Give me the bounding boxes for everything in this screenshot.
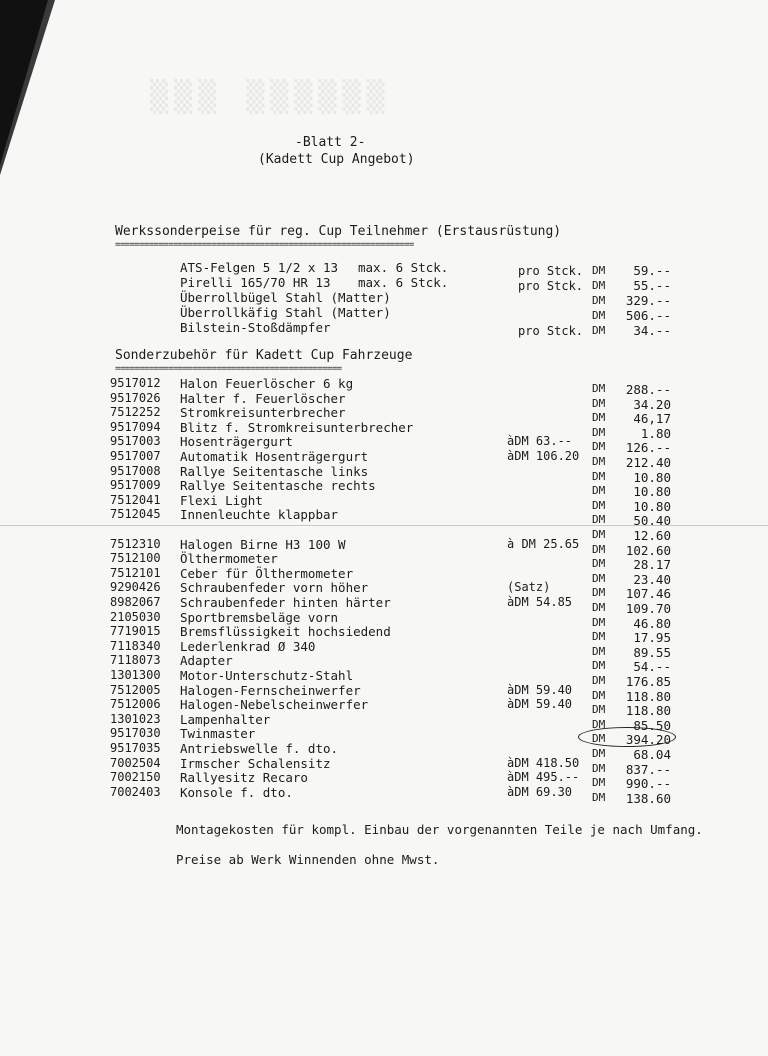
item-price: 46,17 xyxy=(633,411,671,427)
item-price: 12.60 xyxy=(633,528,671,543)
item-description: Innenleuchte klappbar xyxy=(180,507,339,523)
item-price: 329.-- xyxy=(625,293,671,308)
item-price: 138.60 xyxy=(625,790,671,806)
section2-row xyxy=(0,522,768,543)
folded-corner-shadow xyxy=(0,0,48,165)
article-number: 9290426 xyxy=(110,580,161,595)
currency-label: DM xyxy=(592,586,606,600)
item-price: 23.40 xyxy=(633,571,671,587)
article-number: 8982067 xyxy=(110,595,161,609)
footer-price-note: Preise ab Werk Winnenden ohne Mwst. xyxy=(176,852,440,867)
footer-installation-note: Montagekosten für kompl. Einbau der vorgenannten Teile je nach Umfang. xyxy=(176,822,703,837)
item-price: 17.95 xyxy=(633,630,671,646)
currency-label: DM xyxy=(592,294,606,307)
currency-label: DM xyxy=(592,425,606,439)
currency-label: DM xyxy=(592,761,606,775)
item-price: 109.70 xyxy=(625,601,671,616)
item-price: 118.80 xyxy=(625,703,671,719)
currency-label: DM xyxy=(592,484,606,498)
currency-label: DM xyxy=(592,411,606,425)
currency-label: DM xyxy=(592,528,606,541)
article-number: 9517008 xyxy=(110,463,161,478)
article-number: 7002150 xyxy=(110,770,161,785)
item-unit-price-note: (Satz) xyxy=(507,580,551,595)
item-description: Blitz f. Stromkreisunterbrecher xyxy=(180,419,414,435)
section2-row xyxy=(0,668,768,689)
item-unit-price-note: àDM 63.-- xyxy=(507,434,573,449)
article-number: 7512100 xyxy=(110,551,161,566)
item-unit-price-note: àDM 59.40 xyxy=(507,697,573,712)
section2-row xyxy=(0,507,768,529)
currency-label: DM xyxy=(592,542,606,556)
article-number: 7002504 xyxy=(110,755,161,770)
article-number: 7118340 xyxy=(110,638,161,653)
item-description: ATS-Felgen 5 1/2 x 13 xyxy=(180,260,339,275)
section1-row xyxy=(0,275,768,293)
item-description: Halter f. Feuerlöscher xyxy=(180,390,346,406)
article-number: 9517094 xyxy=(110,419,161,434)
item-unit-note: pro Stck. xyxy=(518,324,584,338)
article-number: 7512006 xyxy=(110,697,161,712)
currency-label: DM xyxy=(592,571,606,585)
currency-label: DM xyxy=(592,747,606,760)
item-price: 28.17 xyxy=(633,557,671,573)
item-price: 10.80 xyxy=(633,484,671,500)
item-price: 89.55 xyxy=(633,644,671,660)
item-price: 212.40 xyxy=(625,455,671,470)
currency-label: DM xyxy=(592,674,606,687)
article-number: 1301023 xyxy=(110,711,161,726)
item-price: 126.-- xyxy=(625,440,671,456)
item-price: 46.80 xyxy=(633,615,671,631)
currency-label: DM xyxy=(592,440,606,454)
section2-row xyxy=(0,390,768,412)
article-number: 9517030 xyxy=(110,726,161,741)
item-unit-price-note: àDM 418.50 xyxy=(507,755,580,770)
currency-label: DM xyxy=(592,324,606,337)
currency-label: DM xyxy=(592,659,606,673)
item-price: 55.-- xyxy=(633,278,671,293)
item-price: 118.80 xyxy=(625,688,671,704)
item-price: 34.-- xyxy=(633,323,671,338)
section1-underline: ============================================================== xyxy=(115,240,414,250)
page-subtitle: (Kadett Cup Angebot) xyxy=(258,152,415,167)
item-description: Halogen-Fernscheinwerfer xyxy=(180,682,361,698)
currency-label: DM xyxy=(592,455,606,468)
item-unit-price-note: àDM 59.40 xyxy=(507,682,573,697)
section1-row xyxy=(0,305,768,323)
item-description: Adapter xyxy=(180,653,233,669)
section2-row xyxy=(0,449,768,470)
section2-row xyxy=(0,536,768,558)
item-description: Überrollkäfig Stahl (Matter) xyxy=(180,305,391,320)
section2-row xyxy=(0,463,768,485)
item-price: 176.85 xyxy=(625,674,671,689)
item-unit-price-note: à DM 25.65 xyxy=(507,536,580,551)
currency-label: DM xyxy=(592,279,606,292)
currency-label: DM xyxy=(592,688,606,702)
article-number: 9517012 xyxy=(110,376,161,390)
item-description: Bilstein-Stoßdämpfer xyxy=(180,320,331,335)
section2-row xyxy=(0,595,768,616)
article-number: 9517035 xyxy=(110,741,161,755)
item-unit-note: pro Stck. xyxy=(518,264,584,278)
item-price: 990.-- xyxy=(625,776,671,792)
item-unit-price-note: àDM 69.30 xyxy=(507,784,573,799)
item-price: 837.-- xyxy=(625,761,671,777)
item-price: 10.80 xyxy=(633,498,671,514)
article-number: 2105030 xyxy=(110,609,161,624)
currency-label: DM xyxy=(592,644,606,658)
item-description: Twinmaster xyxy=(180,726,256,742)
currency-label: DM xyxy=(592,615,606,629)
item-unit-price-note: àDM 106.20 xyxy=(507,449,580,463)
hand-drawn-circle-mark xyxy=(578,727,676,747)
section1-row xyxy=(0,320,768,338)
item-price: 1.80 xyxy=(640,425,671,441)
item-unit-price-note: àDM 54.85 xyxy=(507,595,573,609)
item-price: 107.46 xyxy=(625,586,671,602)
section2-heading: Sonderzubehör für Kadett Cup Fahrzeuge xyxy=(115,348,413,363)
currency-label: DM xyxy=(592,790,606,804)
article-number: 9517003 xyxy=(110,434,161,449)
item-description: Motor-Unterschutz-Stahl xyxy=(180,668,354,683)
article-number: 7512252 xyxy=(110,405,161,420)
article-number: 7512045 xyxy=(110,507,161,522)
article-number: 9517007 xyxy=(110,449,161,463)
article-number: 7719015 xyxy=(110,624,161,639)
article-number: 7512101 xyxy=(110,565,161,580)
item-description: Überrollbügel Stahl (Matter) xyxy=(180,290,391,305)
item-description: Halogen Birne H3 100 W xyxy=(180,536,346,552)
section2-row xyxy=(0,682,768,704)
item-description: Schraubenfeder vorn höher xyxy=(180,580,369,596)
item-price: 34.20 xyxy=(633,396,671,412)
item-description: Rallye Seitentasche links xyxy=(180,463,369,479)
currency-label: DM xyxy=(592,717,606,731)
item-unit-price-note: àDM 495.-- xyxy=(507,770,580,785)
currency-label: DM xyxy=(592,601,606,614)
section1-row xyxy=(0,260,768,278)
item-description: Stromkreisunterbrecher xyxy=(180,405,346,421)
article-number: 7002403 xyxy=(110,784,161,799)
currency-label: DM xyxy=(592,630,606,644)
item-description: Automatik Hosenträgergurt xyxy=(180,449,369,464)
currency-label: DM xyxy=(592,382,606,395)
section2-underline: =============================================== xyxy=(115,364,342,374)
item-description: Pirelli 165/70 HR 13 xyxy=(180,275,331,290)
item-description: Ölthermometer xyxy=(180,551,278,567)
section2-row xyxy=(0,376,768,397)
item-description: Rallyesitz Recaro xyxy=(180,770,308,786)
section2-row xyxy=(0,609,768,631)
section1-row xyxy=(0,290,768,308)
item-price: 506.-- xyxy=(625,308,671,323)
item-description: Flexi Light xyxy=(180,492,263,508)
section2-row xyxy=(0,755,768,777)
article-number: 7512005 xyxy=(110,682,161,697)
item-unit-note: pro Stck. xyxy=(518,279,584,293)
item-quantity-limit: max. 6 Stck. xyxy=(358,260,449,275)
item-description: Rallye Seitentasche rechts xyxy=(180,478,376,494)
currency-label: DM xyxy=(592,557,606,571)
item-description: Ceber für Ölthermometer xyxy=(180,565,354,581)
currency-label: DM xyxy=(592,513,606,527)
item-description: Bremsflüssigkeit hochsiedend xyxy=(180,624,391,640)
item-description: Hosenträgergurt xyxy=(180,434,293,450)
item-price: 85.50 xyxy=(633,717,671,733)
item-price: 50.40 xyxy=(633,513,671,529)
item-price: 394.20 xyxy=(625,732,671,748)
item-price: 102.60 xyxy=(625,542,671,558)
item-price: 68.04 xyxy=(633,747,671,762)
currency-label: DM xyxy=(592,703,606,717)
currency-label: DM xyxy=(592,498,606,512)
article-number: 9517009 xyxy=(110,478,161,493)
item-description: Irmscher Schalensitz xyxy=(180,755,331,771)
item-description: Lederlenkrad Ø 340 xyxy=(180,638,316,654)
currency-label: DM xyxy=(592,732,606,746)
currency-label: DM xyxy=(592,469,606,483)
item-price: 59.-- xyxy=(633,263,671,278)
item-quantity-limit: max. 6 Stck. xyxy=(358,275,449,290)
item-price: 288.-- xyxy=(625,382,671,397)
faint-letterhead-bleedthrough: ▒▒▒ ▒▒▒▒▒▒ xyxy=(150,80,391,115)
item-description: Halogen-Nebelscheinwerfer xyxy=(180,697,369,713)
item-price: 10.80 xyxy=(633,469,671,485)
item-description: Antriebswelle f. dto. xyxy=(180,741,339,756)
section2-row xyxy=(0,492,768,514)
currency-label: DM xyxy=(592,309,606,322)
page-title: -Blatt 2- xyxy=(295,135,366,150)
article-number: 1301300 xyxy=(110,668,161,682)
article-number: 7118073 xyxy=(110,653,161,668)
currency-label: DM xyxy=(592,396,606,410)
currency-label: DM xyxy=(592,264,606,277)
item-price: 54.-- xyxy=(633,659,671,675)
item-description: Lampenhalter xyxy=(180,711,271,727)
item-description: Schraubenfeder hinten härter xyxy=(180,595,391,610)
article-number: 7512041 xyxy=(110,492,161,507)
item-description: Konsole f. dto. xyxy=(180,784,293,800)
article-number: 7512310 xyxy=(110,536,161,551)
currency-label: DM xyxy=(592,776,606,790)
article-number: 9517026 xyxy=(110,390,161,405)
item-description: Halon Feuerlöscher 6 kg xyxy=(180,376,354,391)
item-description: Sportbremsbeläge vorn xyxy=(180,609,339,625)
section1-heading: Werkssonderpeise für reg. Cup Teilnehmer (Erstausrüstung) xyxy=(115,224,562,239)
